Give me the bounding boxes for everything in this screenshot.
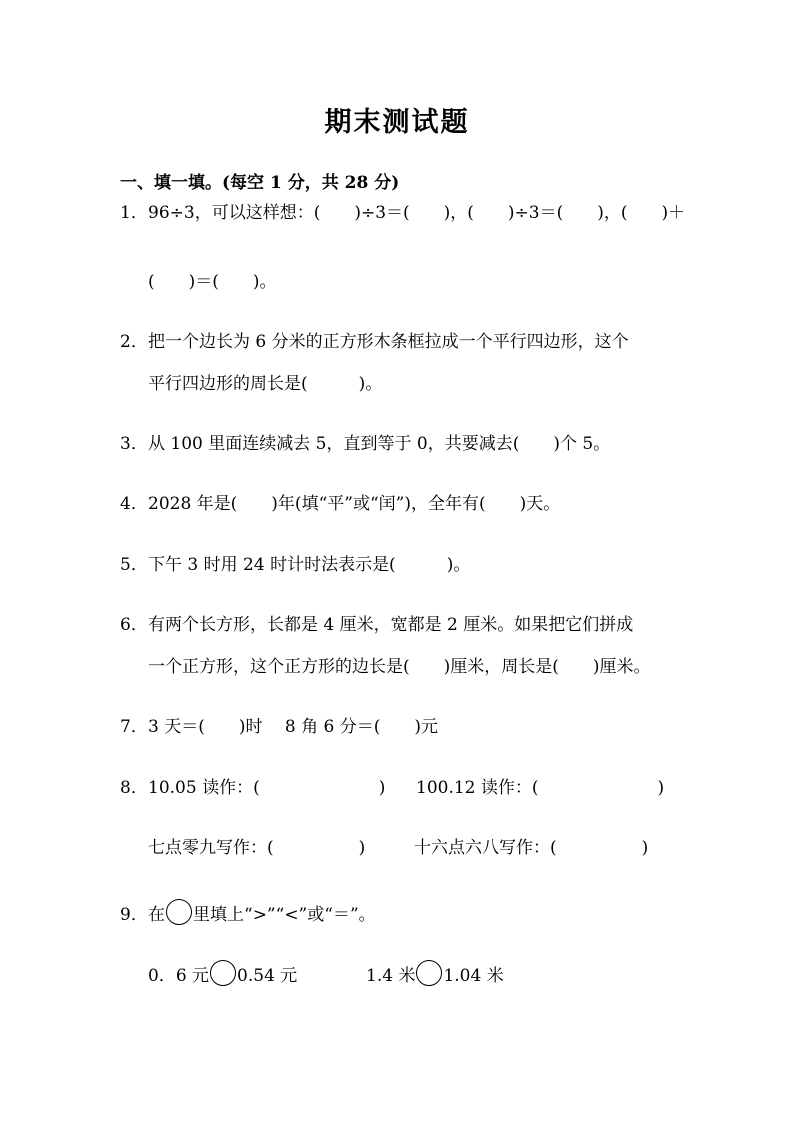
question-text: 有两个长方形，长都是 4 厘米，宽都是 2 厘米。如果把它们拼成 (148, 615, 634, 635)
question-1 (120, 201, 685, 225)
question-5 (120, 553, 470, 577)
question-number: 9． (120, 905, 148, 925)
page-title: 期末测试题 (324, 107, 470, 138)
question-text: 从 100 里面连续减去 5，直到等于 0，共要减去( )个 5。 (148, 434, 611, 454)
question-6 (120, 613, 633, 637)
question-text: 96÷3，可以这样想：( )÷3＝( )，( )÷3＝( )，( )＋ (148, 203, 686, 223)
question-number: 6． (120, 615, 148, 635)
compare-item-2 (366, 960, 504, 988)
question-number: 7． (120, 717, 148, 737)
question-8 (120, 776, 385, 800)
question-9 (120, 899, 376, 927)
compare-left: 0．6 元 (148, 966, 210, 986)
question-8c: 七点零九写作：( ) (148, 838, 366, 858)
question-3 (120, 432, 610, 456)
question-text: 下午 3 时用 24 时计时法表示是( )。 (148, 555, 471, 575)
circle-blank-icon (166, 899, 192, 925)
compare-right: 0.54 元 (237, 966, 298, 986)
question-text-post: 里填上“>”“<”或“＝”。 (193, 905, 376, 925)
question-2-cont: 平行四边形的周长是( )。 (148, 374, 383, 394)
compare-item-1 (148, 960, 297, 988)
question-8a: 10.05 读作：( ) (148, 778, 386, 798)
section-heading: 一、填一填。(每空 1 分，共 28 分) (120, 173, 400, 193)
question-text-pre: 在 (148, 905, 165, 925)
question-6-cont: 一个正方形，这个正方形的边长是( )厘米，周长是( )厘米。 (148, 657, 651, 677)
question-2 (120, 330, 629, 354)
compare-left: 1.4 米 (366, 966, 416, 986)
compare-circle-input[interactable] (210, 960, 236, 986)
compare-right: 1.04 米 (443, 966, 504, 986)
question-text: 3 天＝( )时 8 角 6 分＝( )元 (148, 717, 438, 737)
compare-circle-input[interactable] (416, 960, 442, 986)
question-number: 5． (120, 555, 148, 575)
question-8b: 100.12 读作：( ) (416, 778, 665, 798)
question-text: 2028 年是( )年(填“平”或“闰”)，全年有( )天。 (148, 494, 561, 514)
question-7 (120, 715, 438, 739)
question-text: 把一个边长为 6 分米的正方形木条框拉成一个平行四边形，这个 (148, 332, 629, 352)
question-number: 3． (120, 434, 148, 454)
question-1-cont: ( )＝( )。 (148, 272, 277, 292)
question-8d: 十六点六八写作：( ) (414, 838, 649, 858)
question-number: 2． (120, 332, 148, 352)
question-number: 4． (120, 494, 148, 514)
question-number: 1． (120, 203, 148, 223)
question-number: 8． (120, 778, 148, 798)
question-4 (120, 492, 560, 516)
